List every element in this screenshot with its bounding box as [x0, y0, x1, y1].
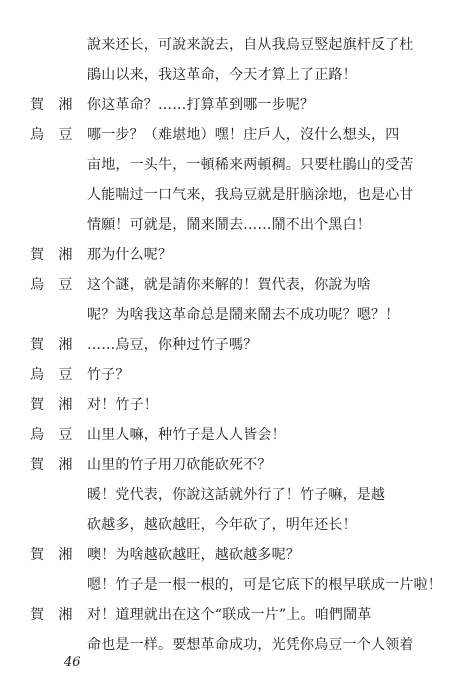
text-line — [0, 30, 463, 60]
dialogue-line — [0, 240, 463, 270]
line-text: 你这革命？……打算革到哪一步呢？ — [87, 97, 315, 113]
speaker-label: 賀 湘 — [30, 337, 73, 353]
line-text: 命也是一样。要想革命成功，光凭你烏豆一个人领着 — [87, 637, 414, 653]
line-text: 山里的竹子用刀砍能砍死不？ — [87, 457, 272, 473]
text-line — [0, 300, 463, 330]
speaker-label: 烏 豆 — [30, 277, 73, 293]
dialogue-line — [0, 420, 463, 450]
line-text: 那为什么呢？ — [87, 247, 173, 263]
text-line — [0, 180, 463, 210]
line-text: 鵑山以来，我这革命，今天才算上了正路！ — [87, 67, 357, 83]
line-text: 亩地，一头牛，一頓稀来两頓稠。只要杜鵑山的受苦 — [87, 157, 414, 173]
speaker-label: 賀 湘 — [30, 247, 73, 263]
dialogue-line — [0, 600, 463, 630]
line-text: ……烏豆，你种过竹子嗎？ — [87, 337, 258, 353]
line-text: 情願！可就是，鬧来鬧去……鬧不出个黑白！ — [87, 217, 371, 233]
speaker-label: 烏 豆 — [30, 127, 73, 143]
speaker-label: 賀 湘 — [30, 457, 73, 473]
text-line — [0, 480, 463, 510]
line-text: 說来还长，可說来說去，自从我烏豆竪起旗杆反了杜 — [87, 37, 414, 53]
speaker-label: 賀 湘 — [30, 547, 73, 563]
dialogue-line — [0, 270, 463, 300]
dialogue-line — [0, 120, 463, 150]
line-text: 这个謎，就是請你来解的！賀代表，你說为啥 — [87, 277, 371, 293]
line-text: 噢！为啥越砍越旺，越砍越多呢？ — [87, 547, 300, 563]
dialogue-line — [0, 540, 463, 570]
speaker-label: 烏 豆 — [30, 367, 73, 383]
line-text: 人能喘过一口气来，我烏豆就是肝脑涂地，也是心甘 — [87, 187, 414, 203]
line-text: 砍越多，越砍越旺，今年砍了，明年还长！ — [87, 517, 357, 533]
line-text: 竹子？ — [87, 367, 130, 383]
line-text: 对！道理就出在这个“联成一片”上。咱們鬧革 — [87, 607, 372, 623]
text-line — [0, 150, 463, 180]
dialogue-line — [0, 510, 463, 540]
speaker-label: 賀 湘 — [30, 97, 73, 113]
dialogue-line — [0, 330, 463, 360]
line-text: 暖！党代表，你說这話就外行了！竹子嘛，是越 — [87, 487, 386, 503]
text-line — [0, 210, 463, 240]
speaker-label: 賀 湘 — [30, 607, 73, 623]
dialogue-line — [0, 450, 463, 480]
line-text: 山里人嘛，种竹子是人人皆会！ — [87, 427, 286, 443]
text-line — [0, 570, 463, 600]
page-number: 46 — [64, 655, 81, 670]
text-line — [0, 60, 463, 90]
line-text: 呢？为啥我这革命总是鬧来鬧去不成功呢？嗯？！ — [87, 307, 400, 323]
line-text: 哪一步？（难堪地）嘿！庄戶人，沒什么想头，四 — [87, 127, 400, 143]
speaker-label: 賀 湘 — [30, 397, 73, 413]
dialogue-line — [0, 90, 463, 120]
speaker-label: 烏 豆 — [30, 427, 73, 443]
line-text: 嗯！竹子是一根一根的，可是它底下的根早联成一片啦！ — [87, 577, 442, 593]
line-text: 对！竹子！ — [87, 397, 158, 413]
dialogue-line — [0, 390, 463, 420]
dialogue-line — [0, 360, 463, 390]
